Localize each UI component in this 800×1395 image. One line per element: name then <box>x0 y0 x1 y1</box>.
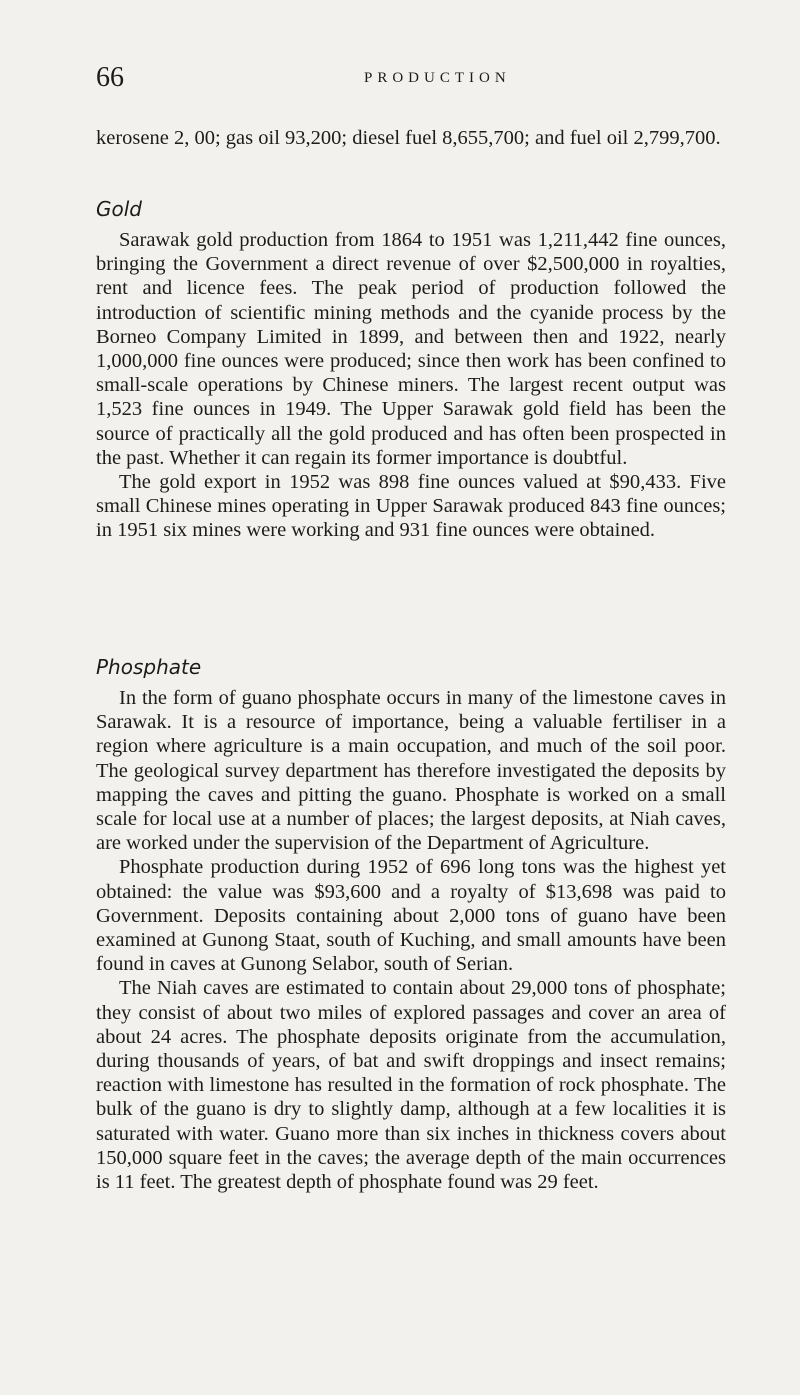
page-number: 66 <box>96 62 124 93</box>
intro-paragraph: kerosene 2, 00; gas oil 93,200; diesel fuel 8,655,700; and fuel oil 2,799,700. <box>96 127 721 149</box>
running-title: PRODUCTION <box>364 70 511 86</box>
gold-paragraph-1: Sarawak gold production from 1864 to 1951 was 1,211,442 fine ounces, bringing the Government a direct revenue of over $2,500,000 in royalties, rent and licence fees. The peak period of production followed the introduction of scientific mining methods and the cyanide process by the Borneo Company Limited in 1899, and between then and 1922, nearly 1,000,000 fine ounces were produced; since then work has been confined to small-scale operations by Chinese miners. The largest recent output was 1,523 fine ounces in 1949. The Upper Sarawak gold field has been the source of practically all the gold produced and has often been prospected in the past. Whether it can regain its former importance is doubtful. <box>96 229 726 469</box>
phosphate-section <box>96 686 726 1194</box>
intro-section <box>96 126 726 150</box>
gold-paragraph-2: The gold export in 1952 was 898 fine ounces valued at $90,433. Five small Chinese mines operating in Upper Sarawak produced 843 fine ounces; in 1951 six mines were working and 931 fine ounces were obtained. <box>96 471 726 542</box>
phosphate-heading: Phosphate <box>96 655 202 679</box>
phosphate-paragraph-2: Phosphate production during 1952 of 696 long tons was the highest yet obtained: the value was $93,600 and a royalty of $13,698 was paid to Government. Deposits containing about 2,000 tons of guano have been examined at Gunong Staat, south of Kuching, and small amounts have been found in caves at Gunong Selabor, south of Serian. <box>96 856 726 976</box>
running-header <box>96 62 726 98</box>
gold-heading: Gold <box>96 197 142 221</box>
phosphate-paragraph-1: In the form of guano phosphate occurs in many of the limestone caves in Sarawak. It is a resource of importance, being a valuable fertiliser in a region where agriculture is a main occupation, and much of the soil poor. The geological survey department has therefore investigated the deposits by mapping the caves and pitting the guano. Phosphate is worked on a small scale for local use at a number of places; the largest deposits, at Niah caves, are worked under the supervision of the Department of Agriculture. <box>96 687 726 855</box>
gold-section <box>96 228 726 543</box>
phosphate-paragraph-3: The Niah caves are estimated to contain about 29,000 tons of phosphate; they consist of about two miles of explored passages and cover an area of about 24 acres. The phosphate deposits originate from the accumulation, during thousands of years, of bat and swift droppings and insect remains; reaction with limestone has resulted in the formation of rock phosphate. The bulk of the guano is dry to slightly damp, although at a few localities it is saturated with water. Guano more than six inches in thickness covers about 150,000 square feet in the caves; the average depth of the main occurrences is 11 feet. The greatest depth of phosphate found was 29 feet. <box>96 977 726 1194</box>
